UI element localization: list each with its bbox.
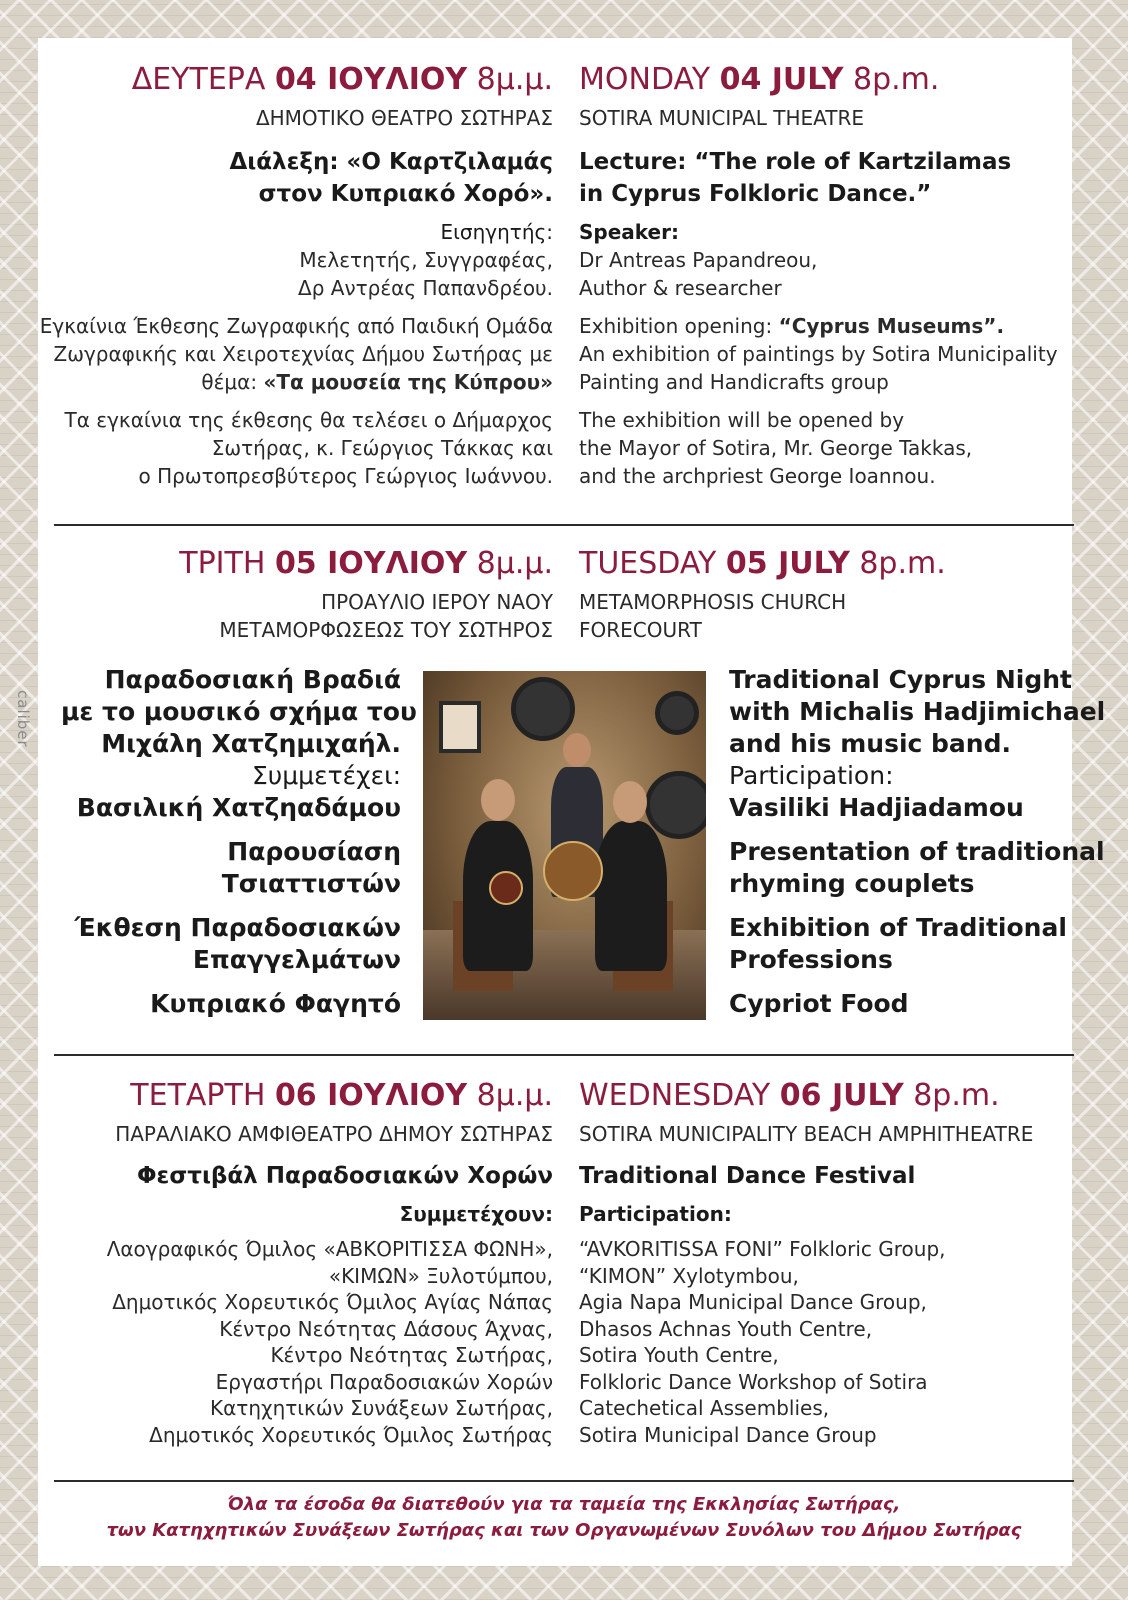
event-item: Presentation of traditional (729, 837, 1105, 866)
event-item: Exhibition of Traditional (729, 913, 1067, 942)
exhibition-line1-english (579, 312, 1094, 340)
event-item: Κυπριακό Φαγητό (150, 989, 401, 1018)
group-item: “AVKORITISSA FONI” Folkloric Group, (579, 1237, 946, 1261)
group-item: Δημοτικός Χορευτικός Όμιλος Σωτήρας (149, 1422, 553, 1447)
event-list-greek (61, 664, 417, 1020)
opening-line1-greek: Τα εγκαίνια της έκθεσης θα τελέσει ο Δήμαρχος (64, 408, 553, 432)
event-list-english (729, 664, 1106, 1020)
speaker-label-greek: Εισηγητής: (440, 220, 553, 244)
exhibition-line1-greek: Εγκαίνια Έκθεσης Ζωγραφικής από Παιδική Ομάδα (39, 314, 553, 338)
group-item: “KIMON” Xylotymbou, (579, 1263, 799, 1288)
exhibition-line2-greek: Ζωγραφικής και Χειροτεχνίας Δήμου Σωτήρας με (53, 342, 553, 366)
opening-line2-english: the Mayor of Sotira, Mr. George Takkas, (579, 436, 973, 460)
section-monday (0, 60, 1128, 500)
venue-english: SOTIRA MUNICIPALITY BEACH AMPHITHEATRE (579, 1122, 1034, 1146)
venue-greek: ΠΑΡΑΛΙΑΚΟ ΑΜΦΙΘΕΑΤΡΟ ΔΗΜΟΥ ΣΩΤΗΡΑΣ (115, 1122, 553, 1146)
day-name: WEDNESDAY (579, 1078, 780, 1113)
venue-line1-english: METAMORPHOSIS CHURCH (579, 590, 847, 614)
speaker-line2-greek: Δρ Αντρέας Παπανδρέου. (298, 276, 553, 300)
section-monday-english (579, 60, 1094, 490)
venue-line2-english: FORECOURT (579, 618, 702, 642)
speaker-line2-english: Author & researcher (579, 276, 782, 300)
time: 8p.m. (849, 546, 946, 581)
festival-title-greek: Φεστιβάλ Παραδοσιακών Χορών (137, 1163, 553, 1189)
lecture-title-line1: Διάλεξη: «Ο Καρτζιλαμάς (229, 149, 553, 175)
event-item: rhyming couplets (729, 869, 975, 898)
day-name: TUESDAY (579, 546, 726, 581)
day-heading-greek (38, 60, 553, 100)
day-name: ΔΕΥΤΕΡΑ (131, 62, 275, 97)
exhibition-line3-greek (38, 368, 553, 396)
exhibition-theme-label: θέμα: (201, 370, 264, 394)
group-item: Sotira Municipal Dance Group (579, 1422, 877, 1447)
event-item: Professions (729, 945, 893, 974)
exhibition-opening-label: Exhibition opening: (579, 314, 779, 338)
lecture-title-line2-english: in Cyprus Folkloric Dance.” (579, 181, 932, 207)
day-heading-greek (38, 544, 553, 584)
event-item: Cypriot Food (729, 989, 909, 1018)
opening-line2-greek: Σωτήρας, κ. Γεώργιος Τάκκας και (211, 436, 553, 460)
time: 8p.m. (903, 1078, 1000, 1113)
event-item: Vasiliki Hadjiadamou (729, 793, 1024, 822)
group-item: Κέντρο Νεότητας Δάσους Άχνας, (219, 1316, 553, 1341)
section-tuesday-greek-header (38, 544, 553, 644)
date: 04 ΙΟΥΛΙΟΥ (274, 62, 468, 97)
event-item: Βασιλική Χατζηαδάμου (76, 793, 401, 822)
day-heading-english (579, 1076, 1094, 1116)
side-label: caliber (14, 690, 32, 748)
group-item: Agia Napa Municipal Dance Group, (579, 1290, 927, 1314)
venue-line2-greek: ΜΕΤΑΜΟΡΦΩΣΕΩΣ ΤΟΥ ΣΩΤΗΡΟΣ (219, 618, 553, 642)
day-name: MONDAY (579, 62, 720, 97)
time: 8μ.μ. (467, 546, 553, 581)
event-item: Μιχάλη Χατζημιχαήλ. (101, 729, 401, 758)
event-item: Επαγγελμάτων (192, 945, 401, 974)
footer-line2: των Κατηχητικών Συνάξεων Σωτήρας και των Οργανωμένων Συνόλων του Δήμου Σωτήρας (106, 1520, 1022, 1541)
date: 06 ΙΟΥΛΙΟΥ (274, 1078, 468, 1113)
date: 06 JULY (779, 1078, 904, 1113)
divider-3 (54, 1480, 1074, 1482)
group-item: «ΚΙΜΩΝ» Ξυλοτύμπου, (328, 1263, 553, 1288)
footer-line1: Όλα τα έσοδα θα διατεθούν για τα ταμεία της Εκκλησίας Σωτήρας, (227, 1494, 901, 1515)
event-item: Παραδοσιακή Βραδιά (104, 665, 401, 694)
section-wednesday-greek (38, 1076, 553, 1448)
event-item: Participation: (729, 761, 894, 790)
group-item: Dhasos Achnas Youth Centre, (579, 1316, 873, 1341)
time: 8μ.μ. (467, 1078, 553, 1113)
exhibition-theme: «Τα μουσεία της Κύπρου» (263, 370, 553, 394)
festival-title-english: Traditional Dance Festival (579, 1163, 916, 1189)
section-wednesday-english (579, 1076, 1094, 1448)
group-item: Δημοτικός Χορευτικός Όμιλος Αγίας Νάπας (112, 1290, 553, 1314)
lecture-title-line1-english: Lecture: “The role of Kartzilamas (579, 149, 1012, 175)
divider-1 (54, 524, 1074, 526)
speaker-line1-greek: Μελετητής, Συγγραφέας, (299, 248, 553, 272)
group-item: Κατηχητικών Συνάξεων Σωτήρας, (210, 1396, 553, 1420)
opening-line3-greek: ο Πρωτοπρεσβύτερος Γεώργιος Ιωάννου. (138, 464, 553, 488)
event-item: Έκθεση Παραδοσιακών (74, 913, 401, 942)
group-item: Catechetical Assemblies, (579, 1396, 830, 1420)
day-name: ΤΕΤΑΡΤΗ (130, 1078, 275, 1113)
groups-list-greek (38, 1236, 553, 1448)
event-item: Τσιαττιστών (221, 869, 401, 898)
event-item: with Michalis Hadjimichael (729, 697, 1106, 726)
section-wednesday (0, 1076, 1128, 1456)
day-heading-english (579, 544, 1094, 584)
exhibition-line3-english: Painting and Handicrafts group (579, 370, 889, 394)
speaker-label-english: Speaker: (579, 220, 679, 244)
venue-line1-greek: ΠΡΟΑΥΛΙΟ ΙΕΡΟΥ ΝΑΟΥ (321, 590, 553, 614)
time: 8μ.μ. (467, 62, 553, 97)
venue-english: SOTIRA MUNICIPAL THEATRE (579, 106, 865, 130)
section-tuesday-english-header (579, 544, 1094, 644)
day-heading-english (579, 60, 1094, 100)
venue-greek: ΔΗΜΟΤΙΚΟ ΘΕΑΤΡΟ ΣΩΤΗΡΑΣ (255, 106, 553, 130)
event-item: Traditional Cyprus Night (729, 665, 1072, 694)
participation-label-english: Participation: (579, 1202, 732, 1226)
day-name: ΤΡΙΤΗ (179, 546, 275, 581)
event-item: Παρουσίαση (227, 837, 401, 866)
event-item: με το μουσικό σχήμα του (61, 697, 417, 726)
date: 05 JULY (725, 546, 850, 581)
event-item: Συμμετέχει: (252, 761, 401, 790)
date: 04 JULY (719, 62, 844, 97)
participation-label-greek: Συμμετέχουν: (399, 1202, 553, 1226)
exhibition-theme-english: “Cyprus Museums”. (778, 314, 1005, 338)
groups-list-english (579, 1236, 1094, 1448)
event-item: and his music band. (729, 729, 1011, 758)
opening-line1-english: The exhibition will be opened by (579, 408, 905, 432)
lecture-title-line2: στον Κυπριακό Χορό». (258, 181, 553, 207)
date: 05 ΙΟΥΛΙΟΥ (274, 546, 468, 581)
group-item: Κέντρο Νεότητας Σωτήρας, (270, 1343, 553, 1367)
section-monday-greek (38, 60, 553, 490)
footer-note (0, 1492, 1128, 1544)
group-item: Sotira Youth Centre, (579, 1343, 779, 1367)
opening-line3-english: and the archpriest George Ioannou. (579, 464, 936, 488)
band-photo (423, 671, 706, 1020)
divider-2 (54, 1054, 1074, 1056)
group-item: Λαογραφικός Όμιλος «ΑΒΚΟΡΙΤΙΣΣΑ ΦΩΝΗ», (106, 1237, 553, 1261)
speaker-line1-english: Dr Antreas Papandreou, (579, 248, 818, 272)
exhibition-line2-english: An exhibition of paintings by Sotira Municipality (579, 342, 1058, 366)
group-item: Folkloric Dance Workshop of Sotira (579, 1369, 928, 1394)
day-heading-greek (38, 1076, 553, 1116)
group-item: Εργαστήρι Παραδοσιακών Χορών (215, 1369, 553, 1394)
time: 8p.m. (843, 62, 940, 97)
